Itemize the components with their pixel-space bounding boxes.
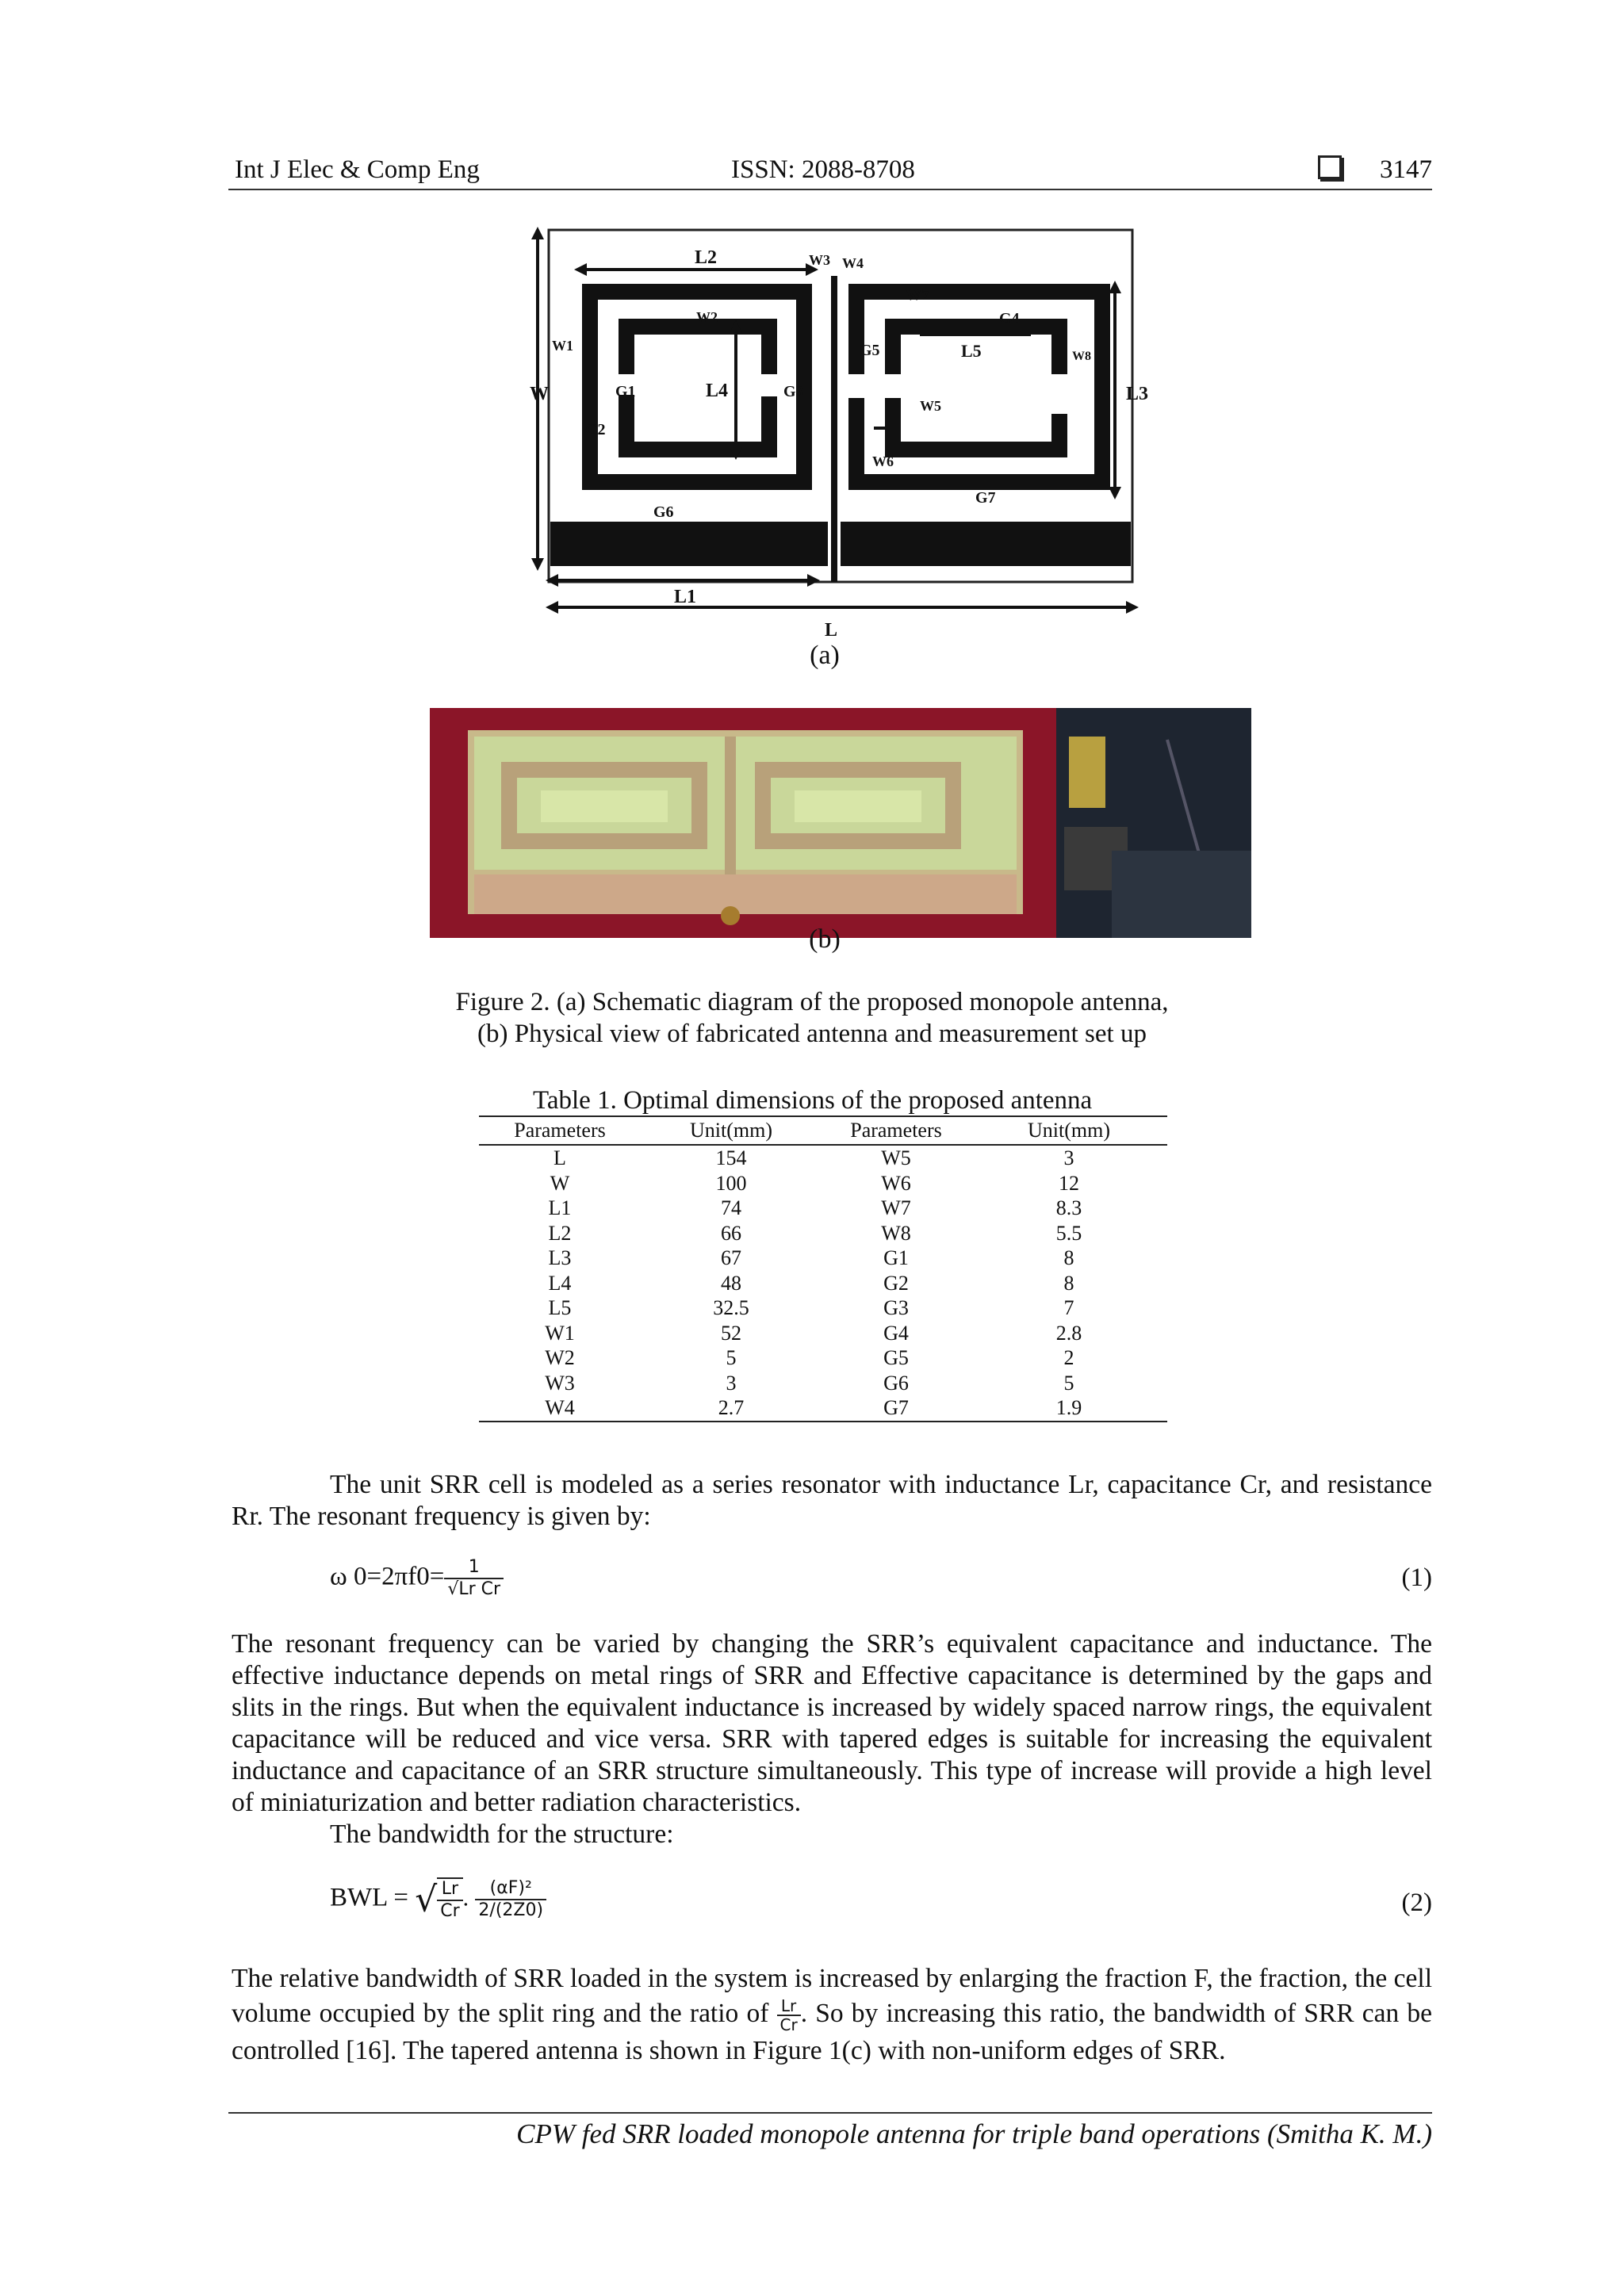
- equation-1-number: (1): [1401, 1563, 1432, 1592]
- left-ground: [550, 522, 828, 566]
- equation-2-number: (2): [1401, 1888, 1432, 1917]
- label-G1: G1: [615, 383, 636, 400]
- table-cell: G1: [883, 1246, 909, 1269]
- page-number-block: [1318, 155, 1432, 185]
- table-cell: G6: [883, 1371, 909, 1395]
- journal-name: Int J Elec & Comp Eng: [235, 155, 480, 184]
- table-cell: 2: [1063, 1346, 1074, 1369]
- paragraph-3: The bandwidth for the structure:: [330, 1820, 674, 1849]
- table-row: [479, 1145, 1167, 1171]
- table-cell: G4: [883, 1321, 909, 1345]
- sqrt-icon: √: [415, 1879, 438, 1920]
- eq1-lhs: ω 0=2πf0=: [330, 1562, 445, 1591]
- eq2-frac2-den: 2/(2Z0): [478, 1900, 544, 1920]
- paragraph-4-part-b: . So by increasing this ratio, the bandwidth of SRR can be controlled [16]. The tapered antenna is shown in Figure 1(c) with non-uniform edges of SRR.: [232, 1999, 1432, 2066]
- eq2-frac1-den: Cr: [440, 1901, 460, 1921]
- label-G4: G4: [999, 310, 1020, 327]
- table-cell: W1: [545, 1321, 575, 1345]
- label-L4: L4: [706, 381, 729, 401]
- table-cell: 2.8: [1055, 1321, 1082, 1345]
- label-L: L: [825, 620, 838, 641]
- label-G5: G5: [860, 342, 880, 359]
- table-title: Table 1. Optimal dimensions of the proposed antenna: [533, 1086, 1093, 1115]
- eq2-frac2-num: (αF)²: [475, 1878, 546, 1900]
- table-cell: 1.9: [971, 1395, 1167, 1422]
- equation-2: BWL = √ $\frac{Lr}{Cr}$ . $\frac{\text{(αF)²}}{2/(2Z0)}$: [330, 1877, 546, 1922]
- table-row: [479, 1295, 1167, 1321]
- issn: ISSN: 2088-8708: [731, 155, 915, 184]
- table-cell: W5: [881, 1146, 911, 1169]
- table-header: Unit(mm): [641, 1116, 822, 1145]
- paragraph-4: [232, 1961, 1432, 2068]
- label-W2: W2: [696, 309, 718, 325]
- paragraph-4-part-a: The relative bandwidth of SRR loaded in the system is increased by enlarging the fraction F, the fraction, the cell volume occupied by the split ring and the ratio of: [232, 1964, 1433, 2028]
- table-cell: 32.5: [713, 1296, 749, 1319]
- table-cell: L2: [548, 1221, 572, 1245]
- table-row: [479, 1271, 1167, 1296]
- footer-rule: [228, 2112, 1432, 2114]
- table-cell: 8: [1063, 1246, 1074, 1269]
- right-ground: [841, 522, 1131, 566]
- table-row: [479, 1371, 1167, 1396]
- label-G3: G3: [783, 383, 804, 400]
- table-cell: 52: [721, 1321, 741, 1345]
- table-row: [479, 1221, 1167, 1246]
- label-W8: W8: [1072, 350, 1091, 363]
- label-G7: G7: [975, 489, 996, 507]
- subfigure-a-label: (a): [810, 641, 840, 670]
- table-header: Parameters: [822, 1116, 971, 1145]
- table-cell: 8: [1063, 1271, 1074, 1295]
- table-cell: W2: [545, 1346, 575, 1369]
- equation-1: [330, 1557, 504, 1600]
- label-G6: G6: [653, 503, 674, 521]
- eq2-frac1-num: Lr: [437, 1879, 462, 1901]
- table-cell: 3: [1063, 1146, 1074, 1169]
- paragraph-1: The unit SRR cell is modeled as a series resonator with inductance Lr, capacitance Cr, and resistance Rr. The resonant frequency is given by:: [232, 1470, 1432, 1531]
- label-G2: G2: [585, 421, 606, 438]
- dimensions-table: [479, 1115, 1167, 1422]
- table-cell: G7: [822, 1395, 971, 1422]
- table-cell: 100: [715, 1171, 747, 1195]
- table-cell: 67: [721, 1246, 741, 1269]
- table-cell: 5: [726, 1346, 737, 1369]
- table-header: Unit(mm): [971, 1116, 1167, 1145]
- subfigure-b-label: (b): [809, 924, 841, 954]
- table-cell: W4: [479, 1395, 641, 1422]
- table-cell: W7: [881, 1196, 911, 1219]
- eq2-lhs: BWL =: [330, 1883, 408, 1912]
- footer-text: CPW fed SRR loaded monopole antenna for triple band operations (Smitha K. M.): [516, 2118, 1432, 2149]
- table-cell: 2.7: [641, 1395, 822, 1422]
- label-L2: L2: [695, 247, 718, 268]
- p4-frac-num: Lr: [777, 1997, 801, 2016]
- table-cell: 5.5: [1055, 1221, 1082, 1245]
- label-W6: W6: [872, 453, 894, 469]
- table-cell: L4: [548, 1271, 572, 1295]
- table-cell: G5: [883, 1346, 909, 1369]
- table-cell: 3: [726, 1371, 737, 1395]
- table-cell: 48: [721, 1271, 741, 1295]
- header-rule: [228, 189, 1432, 190]
- box-symbol-icon: [1318, 155, 1342, 179]
- label-W1: W1: [552, 338, 573, 354]
- page-number: 3147: [1380, 155, 1432, 184]
- table-row: [479, 1321, 1167, 1346]
- table-cell: 154: [715, 1146, 747, 1169]
- table-cell: W6: [881, 1171, 911, 1195]
- table-cell: L3: [548, 1246, 572, 1269]
- table-header: Parameters: [479, 1116, 641, 1145]
- table-cell: 5: [1063, 1371, 1074, 1395]
- antenna-schematic: [523, 224, 1158, 652]
- label-W5: W5: [920, 398, 941, 414]
- label-L3: L3: [1126, 384, 1149, 404]
- table-cell: L5: [548, 1296, 572, 1319]
- table-row: [479, 1345, 1167, 1371]
- table-cell: 74: [721, 1196, 741, 1219]
- figure-caption-line-2: (b) Physical view of fabricated antenna and measurement set up: [477, 1020, 1147, 1048]
- table-cell: G3: [883, 1296, 909, 1319]
- label-L1: L1: [674, 587, 697, 607]
- table-cell: 66: [721, 1221, 741, 1245]
- fabricated-antenna-photo: [430, 708, 1251, 938]
- table-header-row: [479, 1116, 1167, 1145]
- p4-frac-den: Cr: [779, 2015, 798, 2035]
- feed-line: [831, 276, 837, 582]
- label-W7: W7: [906, 286, 929, 304]
- table-row: [479, 1246, 1167, 1271]
- label-W4: W4: [842, 255, 864, 271]
- figure-caption-line-1: Figure 2. (a) Schematic diagram of the proposed monopole antenna,: [455, 988, 1169, 1016]
- table-cell: L1: [548, 1196, 572, 1219]
- label-L5: L5: [961, 341, 982, 361]
- table-row: [479, 1395, 1167, 1422]
- eq1-numerator: 1: [444, 1557, 504, 1579]
- paragraph-2: The resonant frequency can be varied by changing the SRR’s equivalent capacitance and inductance. The effective inductance depends on metal rings of SRR and Effective capacitance is determined by the gaps and slits in the rings. But when the equivalent inductance is increased by widely spaced narrow rings, the equivalent capacitance will be reduced and vice versa. SRR with tapered edges is suitable for increasing the equivalent inductance and capacitance of an SRR structure simultaneously. This type of increase will provide a high level of miniaturization and better radiation characteristics.: [232, 1629, 1432, 1817]
- table-cell: W: [550, 1171, 570, 1195]
- table-cell: W8: [881, 1221, 911, 1245]
- table-cell: G2: [883, 1271, 909, 1295]
- table-row: [479, 1196, 1167, 1221]
- eq1-denominator: √Lr Cr: [447, 1579, 501, 1599]
- table-cell: 8.3: [1055, 1196, 1082, 1219]
- label-W3: W3: [809, 252, 830, 268]
- table-cell: 7: [1063, 1296, 1074, 1319]
- table-row: [479, 1171, 1167, 1196]
- table-cell: L: [553, 1146, 566, 1169]
- table-cell: W3: [545, 1371, 575, 1395]
- label-W: W: [530, 384, 549, 404]
- table-cell: 12: [1059, 1171, 1079, 1195]
